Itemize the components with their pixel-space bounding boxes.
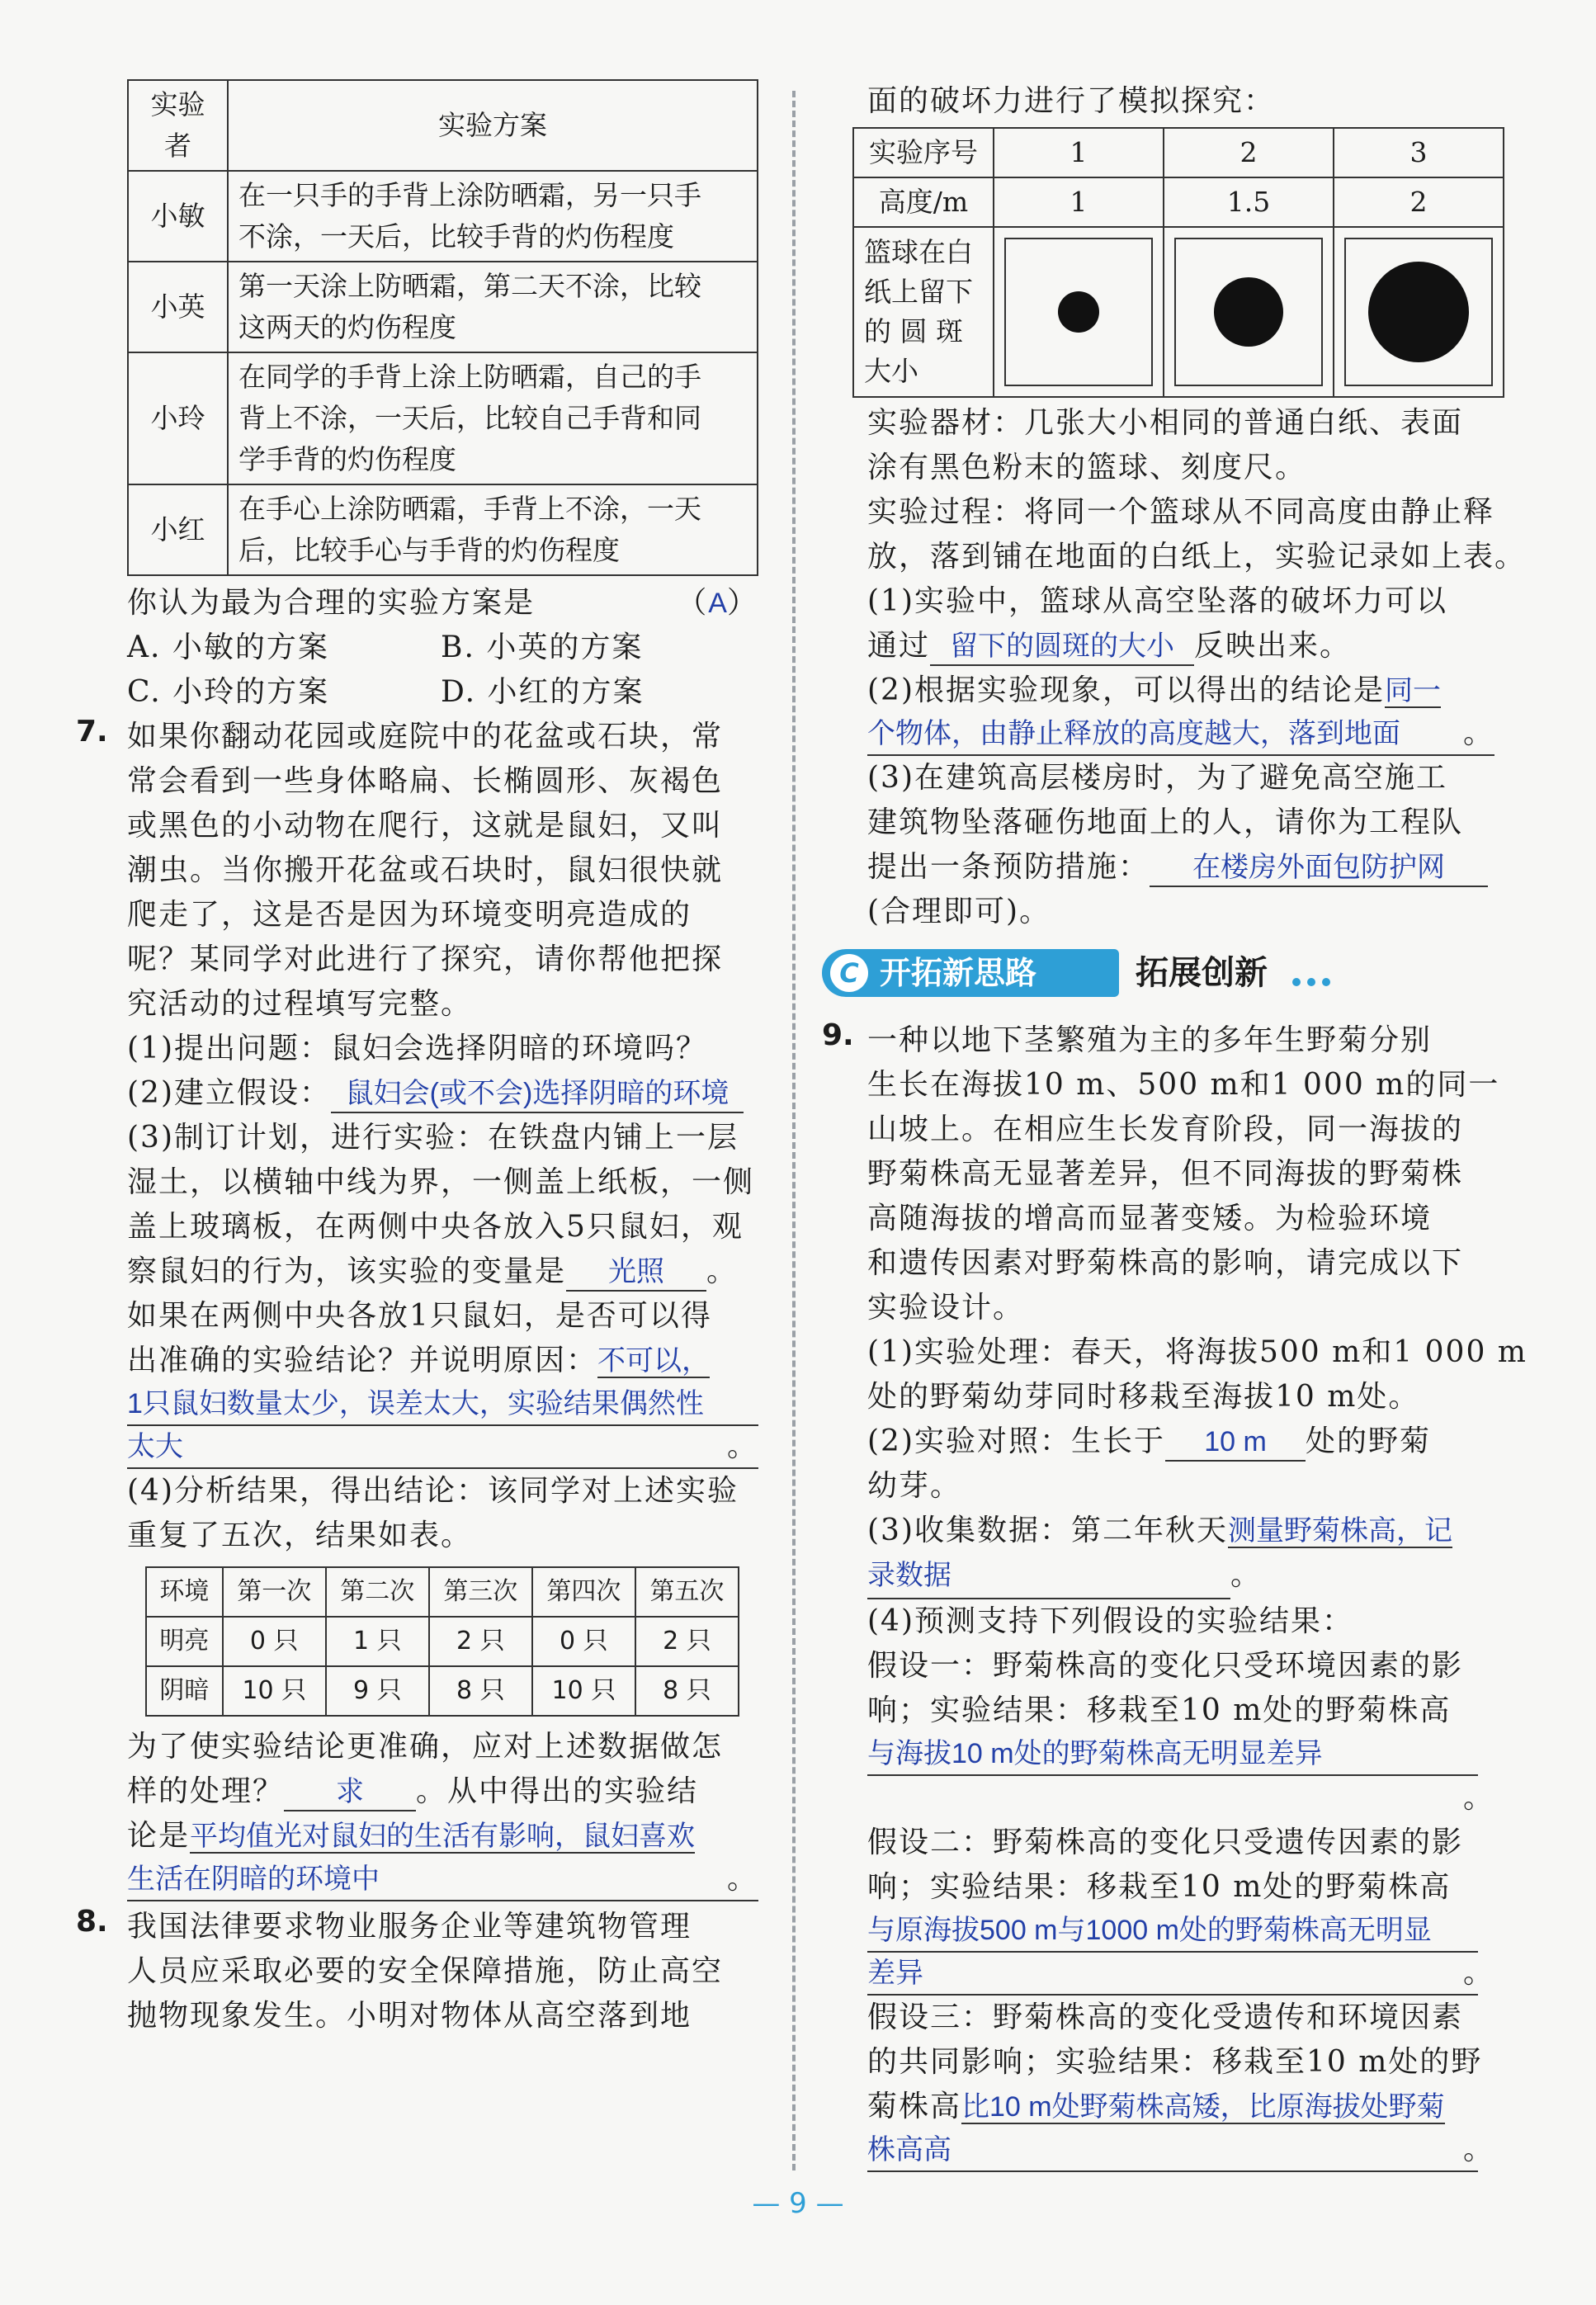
- table1-plan: [228, 352, 758, 484]
- text-q7-s4-lines-1: 重复了五次，结果如表。: [127, 1519, 473, 1552]
- q9-hypothesis1-answer: 与海拔10 m处的野菊株高无明显差异: [867, 1738, 1323, 1769]
- table1-header-plan: 实验方案: [228, 80, 758, 171]
- text-q7-lines-0: 如果你翻动花园或庭院中的花盆或石块，常: [127, 720, 724, 753]
- text-q8-s2-pre: (2)根据实验现象，可以得出的结论是: [867, 673, 1385, 707]
- text-q8-lines-1: 人员应采取必要的安全保障措施，防止高空: [127, 1954, 724, 1988]
- text-q7-table-rows-1-1: 10 只: [223, 1666, 326, 1716]
- text-q7-concl-ans2: 生活在阴暗的环境中: [127, 1863, 380, 1895]
- text-q7-lines-6: 究活动的过程填写完整。: [127, 987, 473, 1021]
- page-number: — 9 —: [752, 2187, 844, 2220]
- woodlouse-results-table: [145, 1566, 739, 1717]
- text-q7-table-rows-1-5: 8 只: [635, 1666, 739, 1716]
- text-q7-s3-q2-pre: 出准确的实验结论？并说明原因：: [127, 1344, 598, 1377]
- text-q8-table-r2-2: 2: [1334, 177, 1504, 227]
- section-dots-icon: [1292, 974, 1337, 990]
- text-q7-table-rows-0-3: 2 只: [429, 1617, 532, 1666]
- text-q8-table-r3-head-0: 篮球在白: [864, 236, 973, 268]
- text-q7-lines-2: 或黑色的小动物在爬行，这就是鼠妇，又叫: [127, 809, 724, 843]
- q8-conclusion-answer-2: [867, 713, 1494, 756]
- q6-option-d: D. 小红的方案: [441, 675, 645, 709]
- sunscreen-plan-table: [127, 79, 758, 576]
- q9-control-answer: 10 m: [1165, 1424, 1306, 1462]
- text-q7-s3-lines-0: (3)制订计划，进行实验：在铁盘内铺上一层: [127, 1121, 739, 1155]
- section-letter-icon: C: [830, 954, 868, 992]
- table1-name: 小红: [128, 484, 228, 575]
- q9-number: 9.: [822, 1018, 854, 1052]
- text-table1-rows-3-lines-0: 在手心上涂防晒霜，手背上不涂，一天: [238, 493, 701, 525]
- text-q8-s1-line: (1)实验中，篮球从高空坠落的破坏力可以: [867, 584, 1447, 618]
- q9-data-answer-1: 测量野菊株高，记: [1228, 1515, 1452, 1547]
- text-q7-table-rows-1-0: 阴暗: [146, 1666, 223, 1716]
- q6-options-row: [127, 626, 758, 670]
- text-q7-table-rows-0-1: 0 只: [223, 1617, 326, 1666]
- q9-hypothesis3-answer-2: 株高高: [867, 2134, 951, 2166]
- q7-reason-answer-3: [127, 1426, 758, 1469]
- text-q7-lines-5: 呢？某同学对此进行了探究，请你帮他把探: [127, 942, 724, 976]
- table1-plan: [228, 484, 758, 575]
- text-q8-lines-0: 我国法律要求物业服务企业等建筑物管理: [127, 1910, 692, 1944]
- q6-option-c: C. 小玲的方案: [127, 675, 330, 709]
- q8-conclusion-answer-1: 同一: [1385, 675, 1441, 706]
- text-q8-table-r3-head-1: 纸上留下: [864, 276, 973, 308]
- text-q7-s3-var-pre: 察鼠妇的行为，该实验的变量是: [127, 1254, 567, 1288]
- text-q7-table-headers-4: 第四次: [532, 1567, 635, 1617]
- text-q7-s2-pre: (2)建立假设：: [127, 1076, 331, 1110]
- table1-plan: [228, 171, 758, 262]
- text-q7-table-headers-3: 第三次: [429, 1567, 532, 1617]
- text-q7-after-line1: 为了使实验结论更准确，应对上述数据做怎: [127, 1730, 724, 1764]
- question-8: [76, 1905, 758, 2038]
- text-q6-stem: 你认为最为合理的实验方案是: [127, 586, 536, 620]
- text-q8-proc-lines-0: 实验过程：将同一个篮球从不同高度由静止释: [867, 495, 1495, 529]
- text-q7-end-mark: 。: [1230, 1558, 1263, 1592]
- q8-continuation: 面的破坏力进行了模拟探究：: [867, 84, 1276, 118]
- q7-step2: [127, 1071, 758, 1116]
- q6-answer: A: [708, 588, 727, 619]
- text-q7-after-pre: 样的处理？: [127, 1774, 285, 1808]
- text-q9-s2-post: 处的野菊: [1306, 1424, 1432, 1458]
- text-q7-end-mark: 。: [726, 1862, 758, 1896]
- section-tag: [822, 949, 1119, 997]
- text-q7-table-rows-0-5: 2 只: [635, 1617, 739, 1666]
- text-q9-h1-lines-0: 假设一：野菊株高的变化只受环境因素的影: [867, 1649, 1464, 1683]
- section-banner: [822, 944, 1494, 1010]
- table1-name: 小玲: [128, 352, 228, 484]
- spot-cell-3: [1334, 227, 1504, 397]
- text-q8-table-r1-1: 2: [1164, 128, 1334, 177]
- q8-number: 8.: [76, 1905, 108, 1939]
- text-q8-mat-lines-0: 实验器材：几张大小相同的普通白纸、表面: [867, 406, 1464, 440]
- text-q8-s3-lines-1: 建筑物坠落砸伤地面上的人，请你为工程队: [867, 805, 1464, 839]
- text-q8-s3-note: (合理即可)。: [867, 895, 1051, 928]
- text-q7-end-mark: 。: [1462, 716, 1494, 750]
- text-q8-lines-2: 抛物现象发生。小明对物体从高空落到地: [127, 1999, 692, 2033]
- section-title: 拓展创新: [1136, 954, 1268, 992]
- q9-hypothesis3-answer-1: 比10 m处野菊株高矮，比原海拔处野菊: [961, 2091, 1445, 2123]
- text-q7-s3-q2-ans3: 太大: [127, 1431, 183, 1462]
- text-table1-rows-3-lines-1: 后，比较手心与手背的灼伤程度: [238, 534, 620, 566]
- text-table1-rows-1-lines-0: 第一天涂上防晒霜，第二天不涂，比较: [238, 270, 701, 302]
- text-q9-s2-line2: 幼芽。: [867, 1469, 962, 1503]
- q6-options-row: [127, 670, 758, 715]
- text-q7-after-post: 。从中得出的实验结: [416, 1774, 699, 1808]
- text-q7-s3-q-line: 如果在两侧中央各放1只鼠妇，是否可以得: [127, 1299, 712, 1333]
- text-q8-s3-lines-0: (3)在建筑高层楼房时，为了避免高空施工: [867, 761, 1447, 795]
- text-q9-lines-2: 山坡上。在相应生长发育阶段，同一海拔的: [867, 1112, 1464, 1146]
- text-q8-table-r2-0: 1: [994, 177, 1164, 227]
- text-q8-s1-pre: 通过: [867, 629, 931, 663]
- text-q8-table-r1-head: 实验序号: [853, 128, 994, 177]
- text-q7-table-headers-2: 第二次: [326, 1567, 429, 1617]
- text-q8-table-r2-1: 1.5: [1164, 177, 1334, 227]
- text-q9-lines-3: 野菊株高无显著差异，但不同海拔的野菊株: [867, 1157, 1464, 1191]
- table1-plan: [228, 262, 758, 352]
- text-q6-paren-open: （: [677, 586, 709, 620]
- text-q8-table-r1-2: 3: [1334, 128, 1504, 177]
- question-9: [822, 1018, 1528, 2172]
- text-q9-lines-4: 高随海拔的增高而显著变矮。为检验环境: [867, 1202, 1433, 1235]
- table1-header-person: 实验者: [128, 80, 228, 171]
- q9-hypothesis2-answer-2: 差异: [867, 1958, 923, 1989]
- text-q9-s1-lines-1: 处的野菊幼芽同时移栽至海拔10 m处。: [867, 1380, 1420, 1414]
- text-table1-rows-0-lines-1: 不涂，一天后，比较手背的灼伤程度: [238, 220, 674, 253]
- text-q8-s1-post: 反映出来。: [1194, 629, 1352, 663]
- spot-small: [1058, 291, 1099, 333]
- text-q7-end-mark: 。: [726, 1429, 758, 1463]
- text-q9-h1-lines-1: 响；实验结果：移栽至10 m处的野菊株高: [867, 1693, 1452, 1727]
- spot-large: [1368, 262, 1469, 362]
- q8-observation-answer: 留下的圆斑的大小: [930, 628, 1194, 666]
- q9-hypothesis2-answer-1: 与原海拔500 m与1000 m处的野菊株高无明显: [867, 1915, 1432, 1946]
- text-q7-table-rows-0-4: 0 只: [532, 1617, 635, 1666]
- text-q7-s4-lines-0: (4)分析结果，得出结论：该同学对上述实验: [127, 1474, 739, 1508]
- table1-name: 小敏: [128, 171, 228, 262]
- text-q7-end-mark: 。: [1462, 1781, 1494, 1815]
- text-table1-rows-1-lines-1: 这两天的灼伤程度: [238, 311, 456, 343]
- text-q8-s3-pre: 提出一条预防措施：: [867, 850, 1150, 884]
- q7-data-processing-answer: 求: [284, 1774, 416, 1811]
- text-q8-mat-lines-1: 涂有黑色粉末的篮球、刻度尺。: [867, 451, 1307, 484]
- text-q7-end-mark: 。: [1462, 1956, 1494, 1990]
- text-q7-lines-3: 潮虫。当你搬开花盆或石块时，鼠妇很快就: [127, 853, 724, 887]
- spot-cell-2: [1164, 227, 1334, 397]
- text-section-tag-text: 开拓新思路: [880, 955, 1037, 991]
- text-q8-table-r3-head-2: 的 圆 斑: [864, 315, 963, 347]
- q7-hypothesis-answer: 鼠妇会(或不会)选择阴暗的环境: [331, 1075, 744, 1113]
- table1-name: 小英: [128, 262, 228, 352]
- text-q7-end-mark: 。: [1462, 2133, 1494, 2166]
- q7-reason-answer-1: 不可以，: [597, 1345, 711, 1377]
- text-q7-table-rows-1-4: 10 只: [532, 1666, 635, 1716]
- text-q9-h2-lines-1: 响；实验结果：移栽至10 m处的野菊株高: [867, 1870, 1452, 1904]
- text-table1-rows-0-lines-0: 在一只手的手背上涂防晒霜，另一只手: [238, 179, 701, 211]
- q7-conclusion-answer-1: 平均值光对鼠妇的生活有影响，鼠妇喜欢: [190, 1821, 696, 1852]
- text-q9-s2-pre: (2)实验对照：生长于: [867, 1424, 1165, 1458]
- q7-step1: (1)提出问题：鼠妇会选择阴暗的环境吗？: [127, 1032, 707, 1065]
- text-table1-rows-2-lines-2: 学手背的灼伤程度: [238, 443, 456, 475]
- q6-option-b: B. 小英的方案: [441, 631, 644, 664]
- text-q9-lines-1: 生长在海拔10 m、500 m和1 000 m的同一: [867, 1068, 1500, 1102]
- text-q8-table-r1-0: 1: [994, 128, 1164, 177]
- text-q7-s3-lines-2: 盖上玻璃板，在两侧中央各放入5只鼠妇，观: [127, 1210, 744, 1244]
- basketball-drop-table: [852, 127, 1504, 398]
- column-divider: [792, 91, 796, 2170]
- q7-conclusion-answer-2: [127, 1859, 758, 1901]
- q9-data-answer-2: 录数据: [867, 1553, 1230, 1599]
- text-q7-table-headers-0: 环境: [146, 1567, 223, 1617]
- text-q9-s1-lines-0: (1)实验处理：春天，将海拔500 m和1 000 m: [867, 1335, 1528, 1369]
- text-q9-h2-lines-0: 假设二：野菊株高的变化只受遗传因素的影: [867, 1826, 1464, 1859]
- text-q9-h3-pre: 菊株高: [867, 2090, 962, 2123]
- text-q9-lines-6: 实验设计。: [867, 1291, 1025, 1325]
- text-q7-concl-pre: 论是: [127, 1819, 191, 1853]
- left-column: [76, 79, 758, 2038]
- q7-reason-answer-2: 1只鼠妇数量太少，误差太大，实验结果偶然性: [127, 1383, 758, 1426]
- text-q9-s3-pre: (3)收集数据：第二年秋天: [867, 1514, 1228, 1547]
- text-q9-lines-5: 和遗传因素对野菊株高的影响，请完成以下: [867, 1246, 1464, 1280]
- text-q7-lines-4: 爬走了，这是否是因为环境变明亮造成的: [127, 898, 692, 932]
- q6-option-a: A. 小敏的方案: [127, 631, 329, 664]
- q7-variable-answer: 光照: [566, 1254, 706, 1292]
- text-q7-table-headers-5: 第五次: [635, 1567, 739, 1617]
- spot-medium: [1214, 277, 1283, 347]
- text-q9-h3-lines-0: 假设三：野菊株高的变化受遗传和环境因素: [867, 2000, 1464, 2034]
- q8-prevention-answer: 在楼房外面包防护网: [1150, 849, 1488, 887]
- text-q9-h3-lines-1: 的共同影响；实验结果：移栽至10 m处的野: [867, 2045, 1483, 2079]
- text-q7-s3-lines-1: 湿土，以横轴中线为界，一侧盖上纸板，一侧: [127, 1165, 755, 1199]
- text-q7-end-mark: 。: [706, 1254, 739, 1288]
- text-q9-lines-0: 一种以地下茎繁殖为主的多年生野菊分别: [867, 1023, 1433, 1057]
- text-q7-table-rows-0-2: 1 只: [326, 1617, 429, 1666]
- text-q9-s4: (4)预测支持下列假设的实验结果：: [867, 1604, 1353, 1638]
- text-q7-table-rows-1-2: 9 只: [326, 1666, 429, 1716]
- text-q8-proc-lines-1: 放，落到铺在地面的白纸上，实验记录如上表。: [867, 540, 1527, 574]
- q7-number: 7.: [76, 715, 108, 749]
- text-q7-table-headers-1: 第一次: [223, 1567, 326, 1617]
- question-7: [76, 715, 758, 1901]
- text-q7-table-rows-1-3: 8 只: [429, 1666, 532, 1716]
- text-q7-lines-1: 常会看到一些身体略扁、长椭圆形、灰褐色: [127, 764, 724, 798]
- text-q8-table-r3-head-3: 大小: [864, 355, 918, 387]
- text-table1-rows-2-lines-0: 在同学的手背上涂上防晒霜，自己的手: [238, 361, 701, 393]
- text-q8-table-r2-head: 高度/m: [853, 177, 994, 227]
- text-q6-paren-close: ）: [726, 586, 758, 620]
- text-q7-table-rows-0-0: 明亮: [146, 1617, 223, 1666]
- right-column: [822, 79, 1528, 2172]
- text-q8-s2-ans2: 个物体，由静止释放的高度越大，落到地面: [867, 718, 1400, 749]
- spot-cell-1: [994, 227, 1164, 397]
- text-table1-rows-2-lines-1: 背上不涂，一天后，比较自己手背和同: [238, 402, 701, 434]
- q6-stem: [127, 581, 758, 626]
